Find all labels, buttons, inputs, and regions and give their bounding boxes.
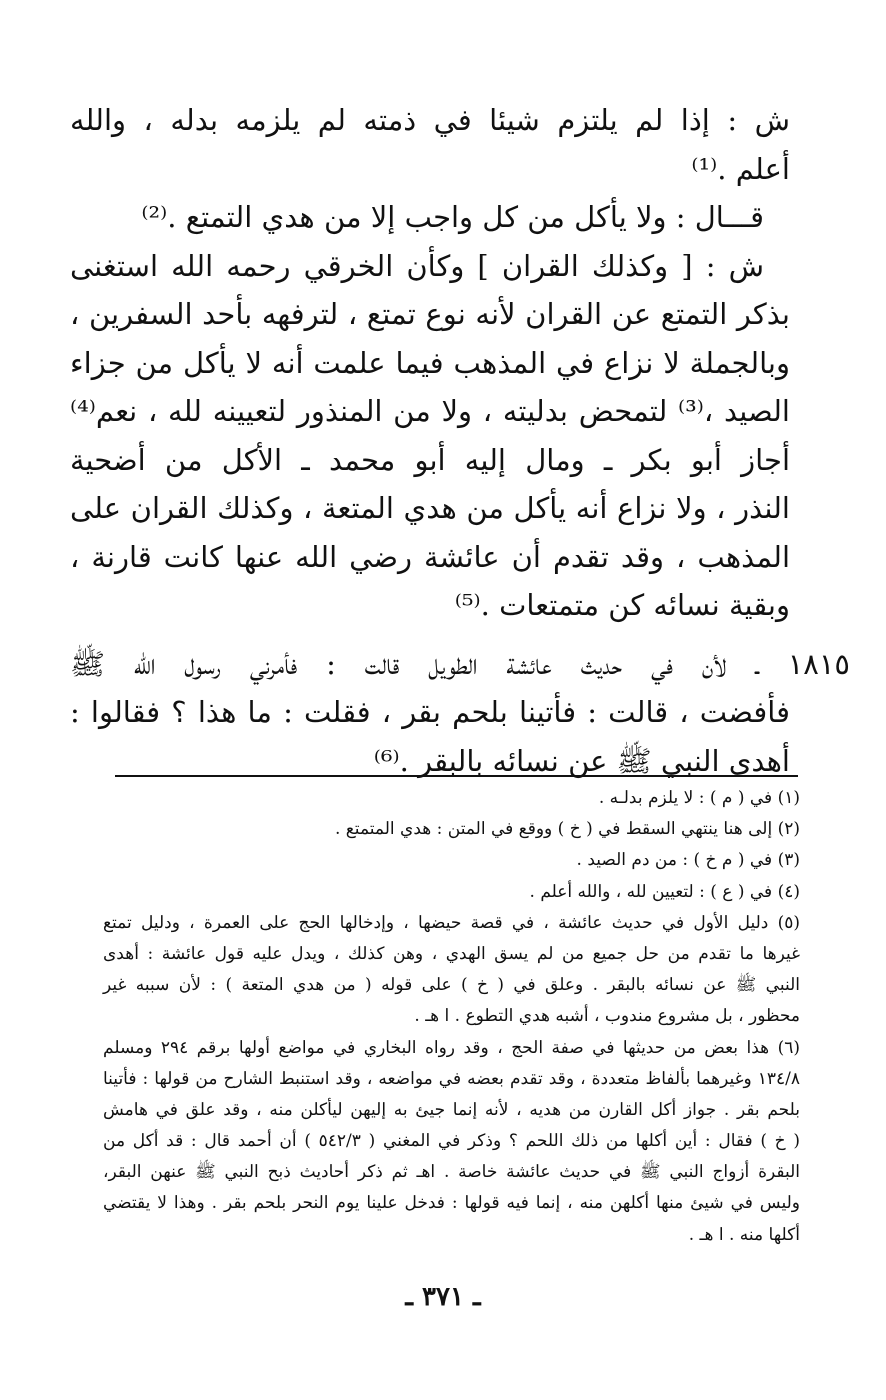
footnote-line: ( خ ) فقال : أين أكلها من ذلك اللحم ؟ وذكر في المغني ( ٥٤٢/٣ ) أن أحمد قال : قد أكل من xyxy=(103,1131,800,1152)
text-line: أجاز أبو بكر ـ ومال إليه أبو محمد ـ الأكل من أضحية xyxy=(70,442,790,477)
hadith-block xyxy=(70,640,850,786)
footnote-line: محظور ، بل مشروع مندوب ، أشبه هدي التطوع . ا هـ . xyxy=(414,1006,800,1027)
text-line: وبالجملة لا نزاع في المذهب فيما علمت أنه لا يأكل من جزاء xyxy=(70,345,790,380)
text-line: النذر ، ولا نزاع أنه يأكل من هدي المتعة ، وكذلك القران على xyxy=(70,491,790,525)
matn-line: قـــال : ولا يأكل من كل واجب إلا من هدي التمتع .⁽²⁾ xyxy=(141,200,764,234)
footnote-line: (٣) في ( م خ ) : من دم الصيد . xyxy=(576,850,800,871)
text-line: ش : [ وكذلك القران ] وكأن الخرقي رحمه الله استغنى xyxy=(70,248,764,283)
text-line: بذكر التمتع عن القران لأنه نوع تمتع ، لترفهه بأحد السفرين ، xyxy=(70,297,790,331)
text-line: وبقية نسائه كن متمتعات .⁽⁵⁾ xyxy=(454,588,790,622)
footnotes xyxy=(103,783,800,1251)
text-line: المذهب ، وقد تقدم أن عائشة رضي الله عنها كانت قارنة ، xyxy=(70,539,790,574)
page-number: ـ ٣٧١ ـ xyxy=(405,1282,481,1312)
footnote-line: (٦) هذا بعض من حديثها في صفة الحج ، وقد رواه البخاري في مواضع أولها برقم ٢٩٤ ومسلم xyxy=(103,1037,800,1058)
text-line: أعلم .⁽¹⁾ xyxy=(691,151,790,186)
hadith-line: أهدى النبي ﷺ عن نسائه بالبقر .⁽⁶⁾ xyxy=(373,743,790,778)
footnote-line: أكلها منه . ا هـ . xyxy=(688,1224,800,1245)
text-line: الصيد ،⁽³⁾ لتمحض بدليته ، ولا من المنذور لتعيينه لله ، نعم⁽⁴⁾ xyxy=(70,394,790,428)
footnote-line: (١) في ( م ) : لا يلزم بدلـه . xyxy=(598,788,800,808)
footnote-divider xyxy=(115,775,798,777)
footnote-line: غيرها ما تقدم من حل جميع من لم يسق الهدي ، وهن كذلك ، ويدل عليه قول عائشة : أهدى xyxy=(103,943,800,964)
footnote-line: بلحم بقر . جواز أكل القارن من هديه ، لأنه إنما جيئ به إليهن ليأكلن منه ، وقد علق في هامش xyxy=(103,1099,800,1120)
footnote-line: (٥) دليل الأول في حديث عائشة ، في قصة حيضها ، وإدخالها الحج على العمرة ، ودليل تمتع xyxy=(103,912,800,933)
hadith-line: فأفضت ، قالت : فأتينا بلحم بقر ، فقلت : ما هذا ؟ فقالوا : xyxy=(70,695,790,729)
footnote-line: (٢) إلى هنا ينتهي السقط في ( خ ) ووقع في المتن : هدي المتمتع . xyxy=(334,819,800,840)
footnote-line: (٤) في ( ع ) : لتعيين لله ، والله أعلم . xyxy=(529,881,800,902)
footnote-line: وليس في شيئ منها أكلهن منه ، إنما فيه قولها : فدخل علينا يوم النحر بلحم بقر . وهذا لا يقتضي xyxy=(103,1193,800,1214)
footnote-line: البقرة أزواج النبي ﷺ في حديث عائشة خاصة . اهـ ثم ذكر أحاديث ذبح النبي ﷺ عنهن البقر، xyxy=(103,1162,800,1183)
text-line: ش : إذا لم يلتزم شيئا في ذمته لم يلزمه بدله ، والله xyxy=(70,103,790,137)
main-text xyxy=(70,96,850,785)
hadith-line: ١٨١٥ ـ لأن في حديث عائشة الطويل قالت : فأمرني رسول الله ﷺ xyxy=(70,646,850,681)
footnote-line: النبي ﷺ عن نسائه بالبقر . وعلق في ( خ ) على قوله ( من هدي المتعة ) : لأن سببه غير xyxy=(103,975,800,996)
footnote-line: ١٣٤/٨ وغيرهما بألفاظ متعددة ، وقد تقدم بعضه في مواضعه ، وقد استنبط الشارح من قولها : فأتينا xyxy=(103,1068,801,1089)
